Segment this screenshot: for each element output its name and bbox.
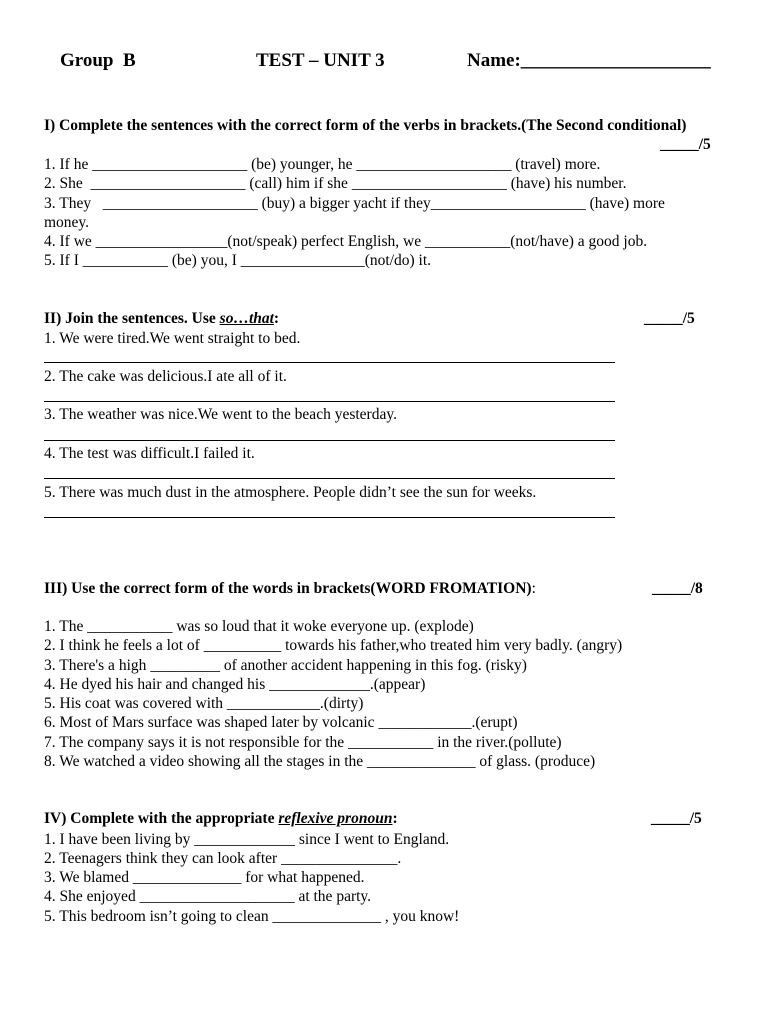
section-1-line: money. xyxy=(44,214,90,231)
section-1-title: I) Complete the sentences with the correct form of the verbs in brackets.(The Second conditional) xyxy=(44,117,687,134)
section-3-line: 6. Most of Mars surface was shaped later by volcanic ____________.(erupt) xyxy=(44,714,518,731)
section-4-line: 5. This bedroom isn’t going to clean ______________ , you know! xyxy=(44,908,460,925)
section-3-score: _____/8 xyxy=(652,580,703,597)
section-3-line: 2. I think he feels a lot of __________ towards his father,who treated him very badly. (angry) xyxy=(44,637,623,654)
answer-line xyxy=(44,401,615,402)
section-1-score: _____/5 xyxy=(660,136,711,153)
section-3-title: III) Use the correct form of the words in brackets(WORD FROMATION): xyxy=(44,580,536,597)
section-2-item: 5. There was much dust in the atmosphere. People didn’t see the sun for weeks. xyxy=(44,484,537,501)
section-4-score: _____/5 xyxy=(651,810,702,827)
test-title: TEST – UNIT 3 xyxy=(256,50,385,71)
so-that-emphasis: so…that xyxy=(219,310,274,327)
section-4-line: 3. We blamed ______________ for what happened. xyxy=(44,869,365,886)
section-3-line: 1. The ___________ was so loud that it woke everyone up. (explode) xyxy=(44,618,474,635)
section-2-title: II) Join the sentences. Use so…that: xyxy=(44,310,280,327)
section-1-line: 5. If I ___________ (be) you, I ________________(not/do) it. xyxy=(44,252,432,269)
answer-line xyxy=(44,440,615,441)
section-1-line: 3. They ____________________ (buy) a bigger yacht if they____________________ (have) more xyxy=(44,195,665,212)
section-1-line: 1. If he ____________________ (be) younger, he ____________________ (travel) more. xyxy=(44,156,601,173)
section-2-item: 1. We were tired.We went straight to bed. xyxy=(44,330,301,347)
section-1-line: 2. She ____________________ (call) him if she ____________________ (have) his number. xyxy=(44,175,627,192)
section-3-line: 7. The company says it is not responsible for the ___________ in the river.(pollute) xyxy=(44,734,562,751)
section-3-line: 3. There's a high _________ of another accident happening in this fog. (risky) xyxy=(44,657,527,674)
section-3-line: 5. His coat was covered with ____________.(dirty) xyxy=(44,695,364,712)
section-3-line: 8. We watched a video showing all the stages in the ______________ of glass. (produce) xyxy=(44,753,596,770)
section-2-score: _____/5 xyxy=(644,310,695,327)
name-field-label: Name:____________________ xyxy=(467,50,711,71)
section-2-item: 2. The cake was delicious.I ate all of it. xyxy=(44,368,287,385)
answer-line xyxy=(44,478,615,479)
section-4-line: 4. She enjoyed ____________________ at the party. xyxy=(44,888,372,905)
section-2-item: 3. The weather was nice.We went to the beach yesterday. xyxy=(44,406,397,423)
answer-line xyxy=(44,362,615,363)
group-label: Group B xyxy=(60,50,136,71)
section-4-title: IV) Complete with the appropriate reflexive pronoun: xyxy=(44,810,398,827)
section-3-line: 4. He dyed his hair and changed his _____________.(appear) xyxy=(44,676,426,693)
section-4-line: 1. I have been living by _____________ since I went to England. xyxy=(44,831,450,848)
section-2-item: 4. The test was difficult.I failed it. xyxy=(44,445,255,462)
section-4-line: 2. Teenagers think they can look after _______________. xyxy=(44,850,402,867)
answer-line xyxy=(44,517,615,518)
section-1-line: 4. If we _________________(not/speak) perfect English, we ___________(not/have) a good job. xyxy=(44,233,648,250)
reflexive-pronoun-emphasis: reflexive pronoun xyxy=(278,810,393,827)
